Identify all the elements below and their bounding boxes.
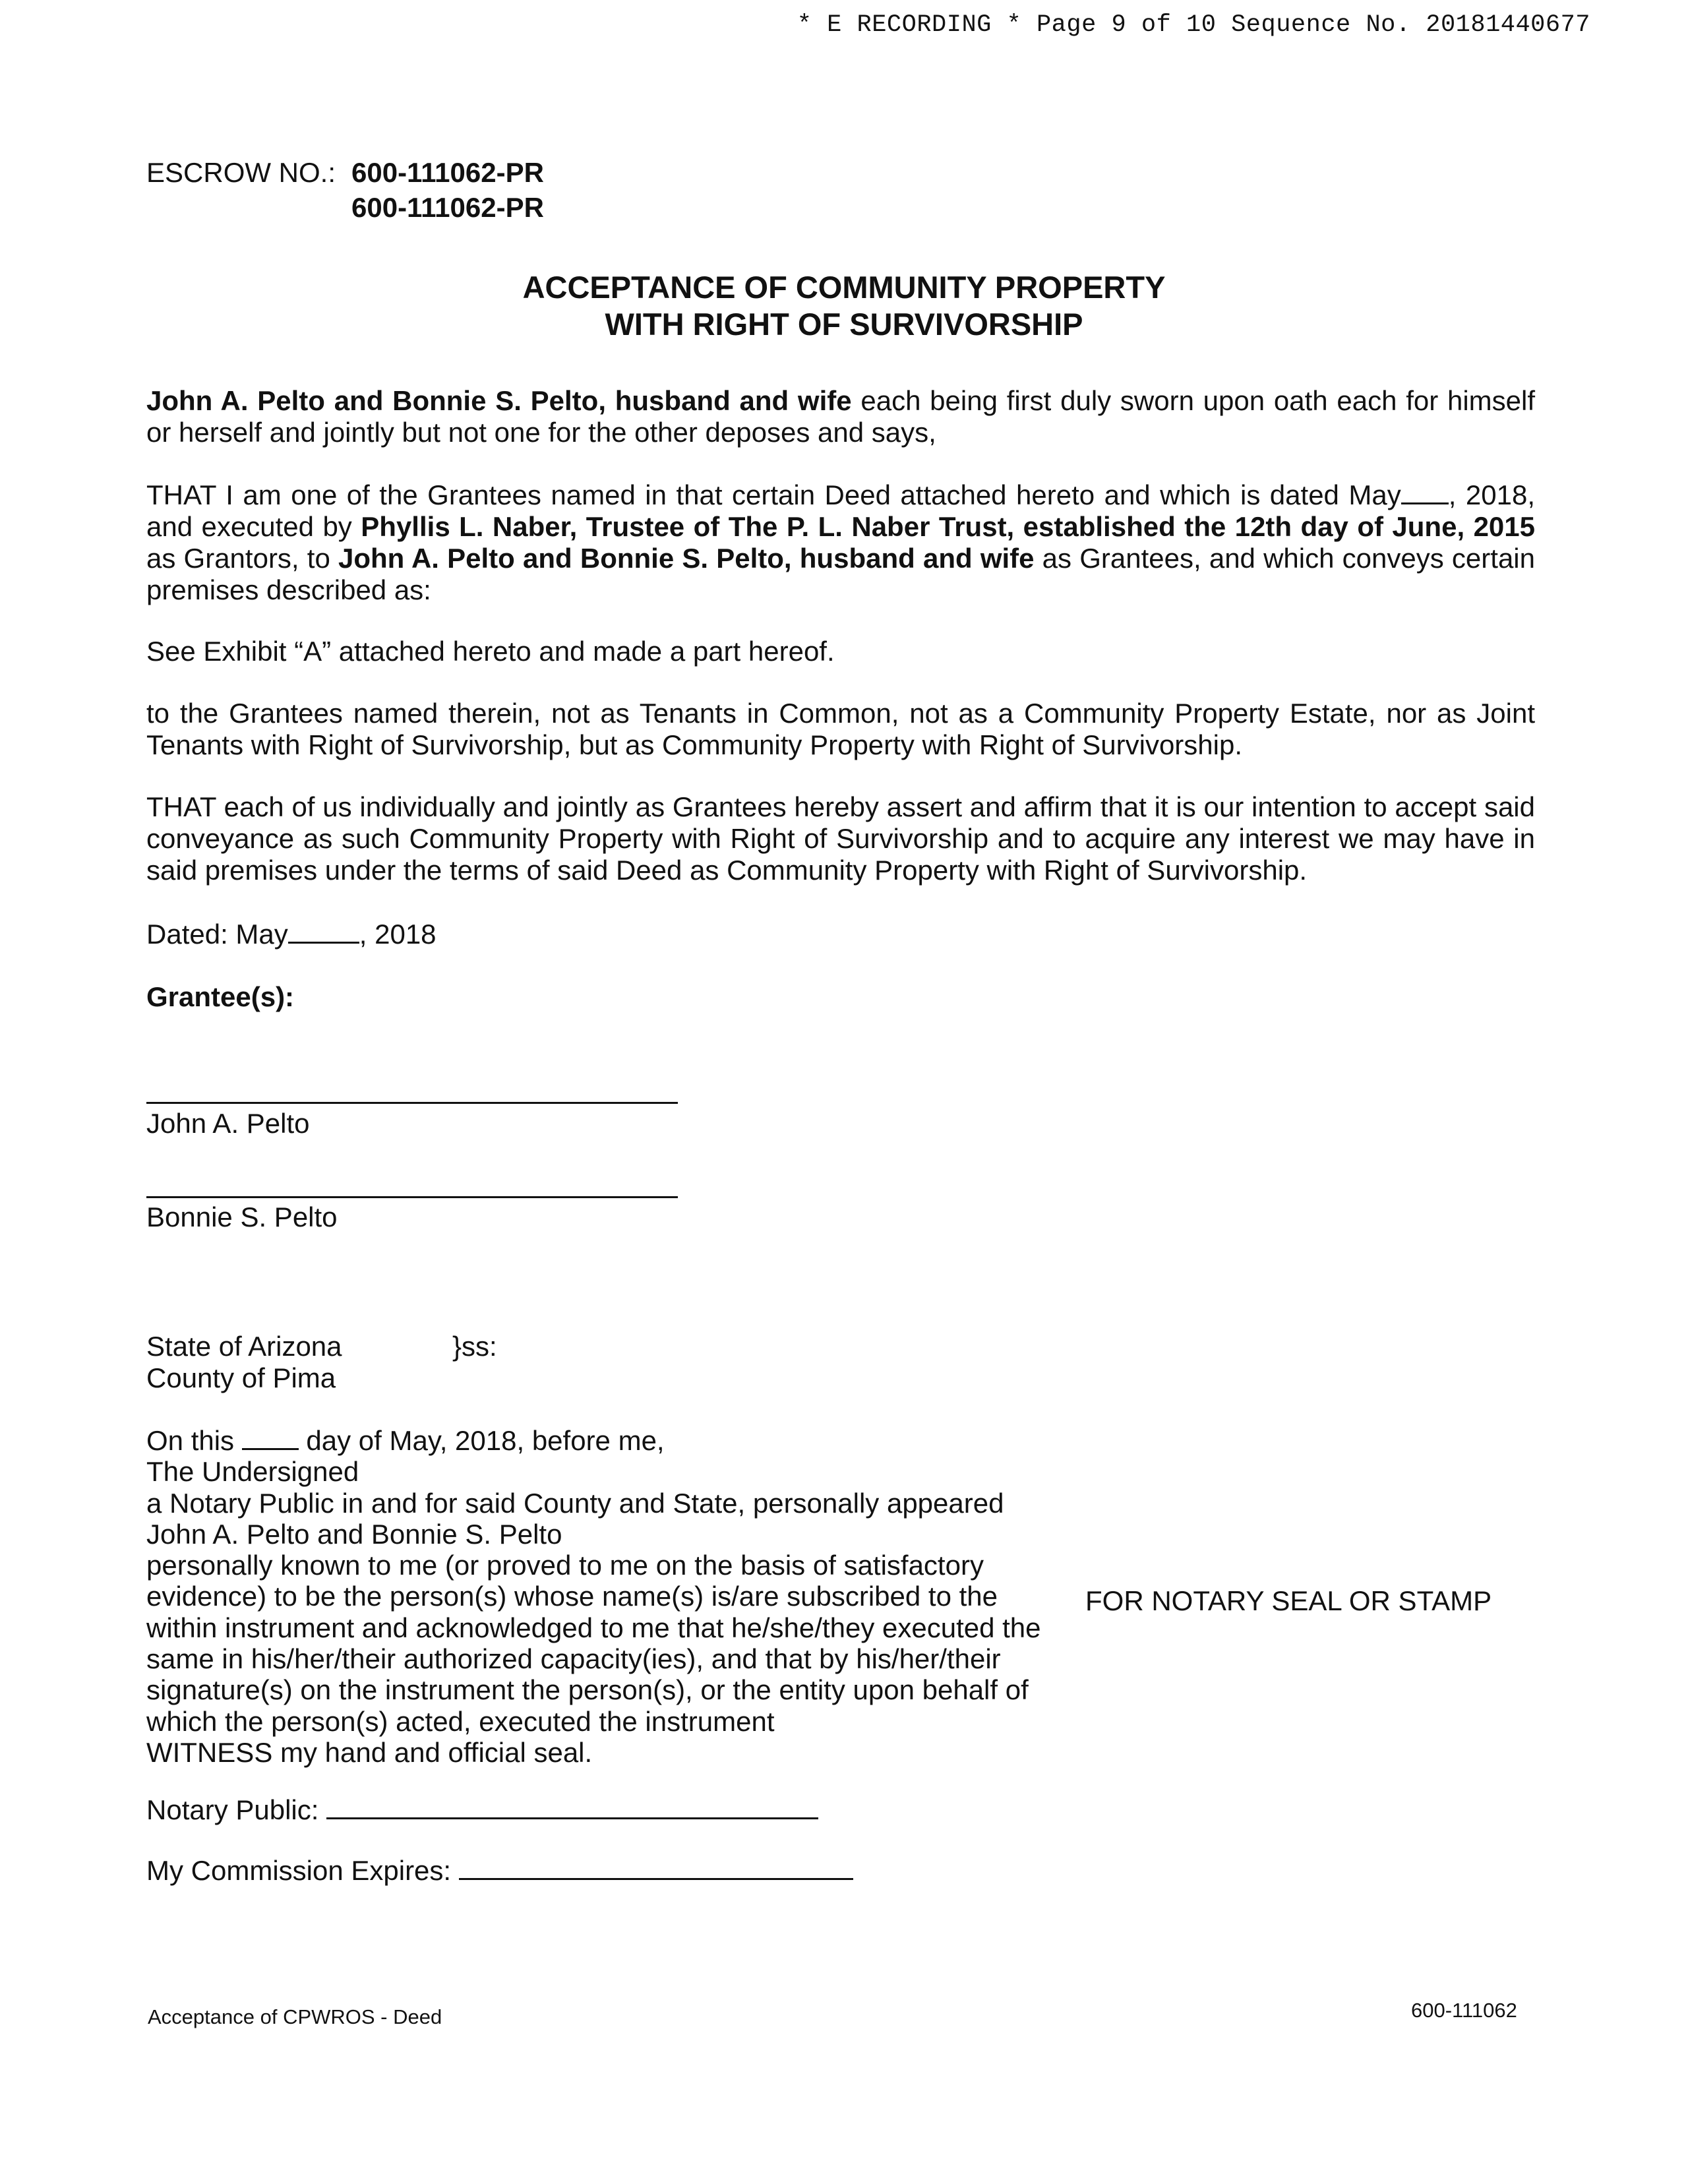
ack-line-8: same in his/her/their authorized capacity(ies), and that by his/her/their [146,1643,1001,1675]
ack-line-11: WITNESS my hand and official seal. [146,1736,593,1768]
deed-grantees: John A. Pelto and Bonnie S. Pelto, husband and wife [338,543,1035,574]
ack-line-10: which the person(s) acted, executed the instrument [146,1705,775,1737]
deed-grantors: Phyllis L. Naber, Trustee of The P. L. Naber Trust, established the 12th day of June, 2015 [361,511,1536,542]
signature-line-1 [146,1102,678,1104]
intro-text: each being first duly sworn upon oath each for himself or herself and jointly but not one for the other deposes and says, [146,385,1535,448]
escrow-number-2: 600-111062-PR [351,192,544,223]
deed-date-blank [1401,479,1449,504]
dated-line [146,918,437,950]
dated-label: Dated: May [146,919,288,950]
notary-seal-label: FOR NOTARY SEAL OR STAMP [1085,1585,1492,1616]
intention-paragraph: THAT each of us individually and jointly as Grantees hereby assert and affirm that it is our intention to accept said conveyance as such Community Property with Right of Survivorship and to acquire any interest we may have in said premises under the terms of said Deed as Community Property with Right of Survivorship. [146,791,1535,886]
deed-text-1: THAT I am one of the Grantees named in that certain Deed attached hereto and which is dated May [146,479,1401,510]
footer-right: 600-111062 [1411,1999,1517,2022]
signature-line-2 [146,1196,678,1198]
ack-line-2: The Undersigned [146,1456,359,1488]
venue-ss: }ss: [452,1331,497,1362]
ack-day-blank [242,1424,299,1450]
dated-day-blank [288,918,359,944]
ack-line-4: John A. Pelto and Bonnie S. Pelto [146,1518,562,1550]
ack-line-1: On this day of May, 2018, before me, [146,1425,665,1456]
ack-line-7: within instrument and acknowledged to me that he/she/they executed the [146,1612,1041,1643]
escrow-label: ESCROW NO.: [146,157,336,188]
footer-left: Acceptance of CPWROS - Deed [148,2005,442,2028]
exhibit-line: See Exhibit “A” attached hereto and made a part hereof. [146,636,835,667]
deed-paragraph [146,479,1535,606]
ack-line-6: evidence) to be the person(s) whose name(s) is/are subscribed to the [146,1581,998,1612]
escrow-number-1: 600-111062-PR [351,157,544,188]
commission-expires-blank [459,1854,853,1880]
signer-1-name: John A. Pelto [146,1108,310,1139]
title-line-1: ACCEPTANCE OF COMMUNITY PROPERTY [522,270,1166,305]
commission-expires-label: My Commission Expires: [146,1855,452,1886]
intro-parties: John A. Pelto and Bonnie S. Pelto, husband and wife [146,385,852,416]
grantees-heading: Grantee(s): [146,981,295,1012]
recording-header: * E RECORDING * Page 9 of 10 Sequence No. 20181440677 [797,11,1590,39]
deed-text-4: as Grantees, and which conveys certain premises described as: [146,543,1535,605]
signer-2-name: Bonnie S. Pelto [146,1201,338,1232]
dated-year: , 2018 [359,919,437,950]
deed-text-2: , 2018, and executed by [146,479,1535,542]
deed-text-3: as Grantors, to [146,543,338,574]
acknowledgment-block [146,1424,1041,1768]
ack-line-9: signature(s) on the instrument the person(s), or the entity upon behalf of [146,1674,1029,1706]
venue-county: County of Pima [146,1362,336,1393]
commission-expires-line [146,1854,853,1887]
venue-state: State of Arizona [146,1331,342,1362]
title-line-2: WITH RIGHT OF SURVIVORSHIP [605,307,1083,342]
intro-paragraph [146,385,1535,448]
notary-public-line [146,1794,818,1826]
ack-line-3: a Notary Public in and for said County and State, personally appeared [146,1487,1004,1519]
tenancy-paragraph: to the Grantees named therein, not as Tenants in Common, not as a Community Property Estate, nor as Joint Tenants with Right of Survivorship, but as Community Property with Right of Survivorship. [146,698,1535,760]
ack-line-5: personally known to me (or proved to me on the basis of satisfactory [146,1550,984,1581]
notary-public-blank [326,1794,818,1819]
notary-public-label: Notary Public: [146,1794,319,1825]
document-title [0,269,1688,343]
